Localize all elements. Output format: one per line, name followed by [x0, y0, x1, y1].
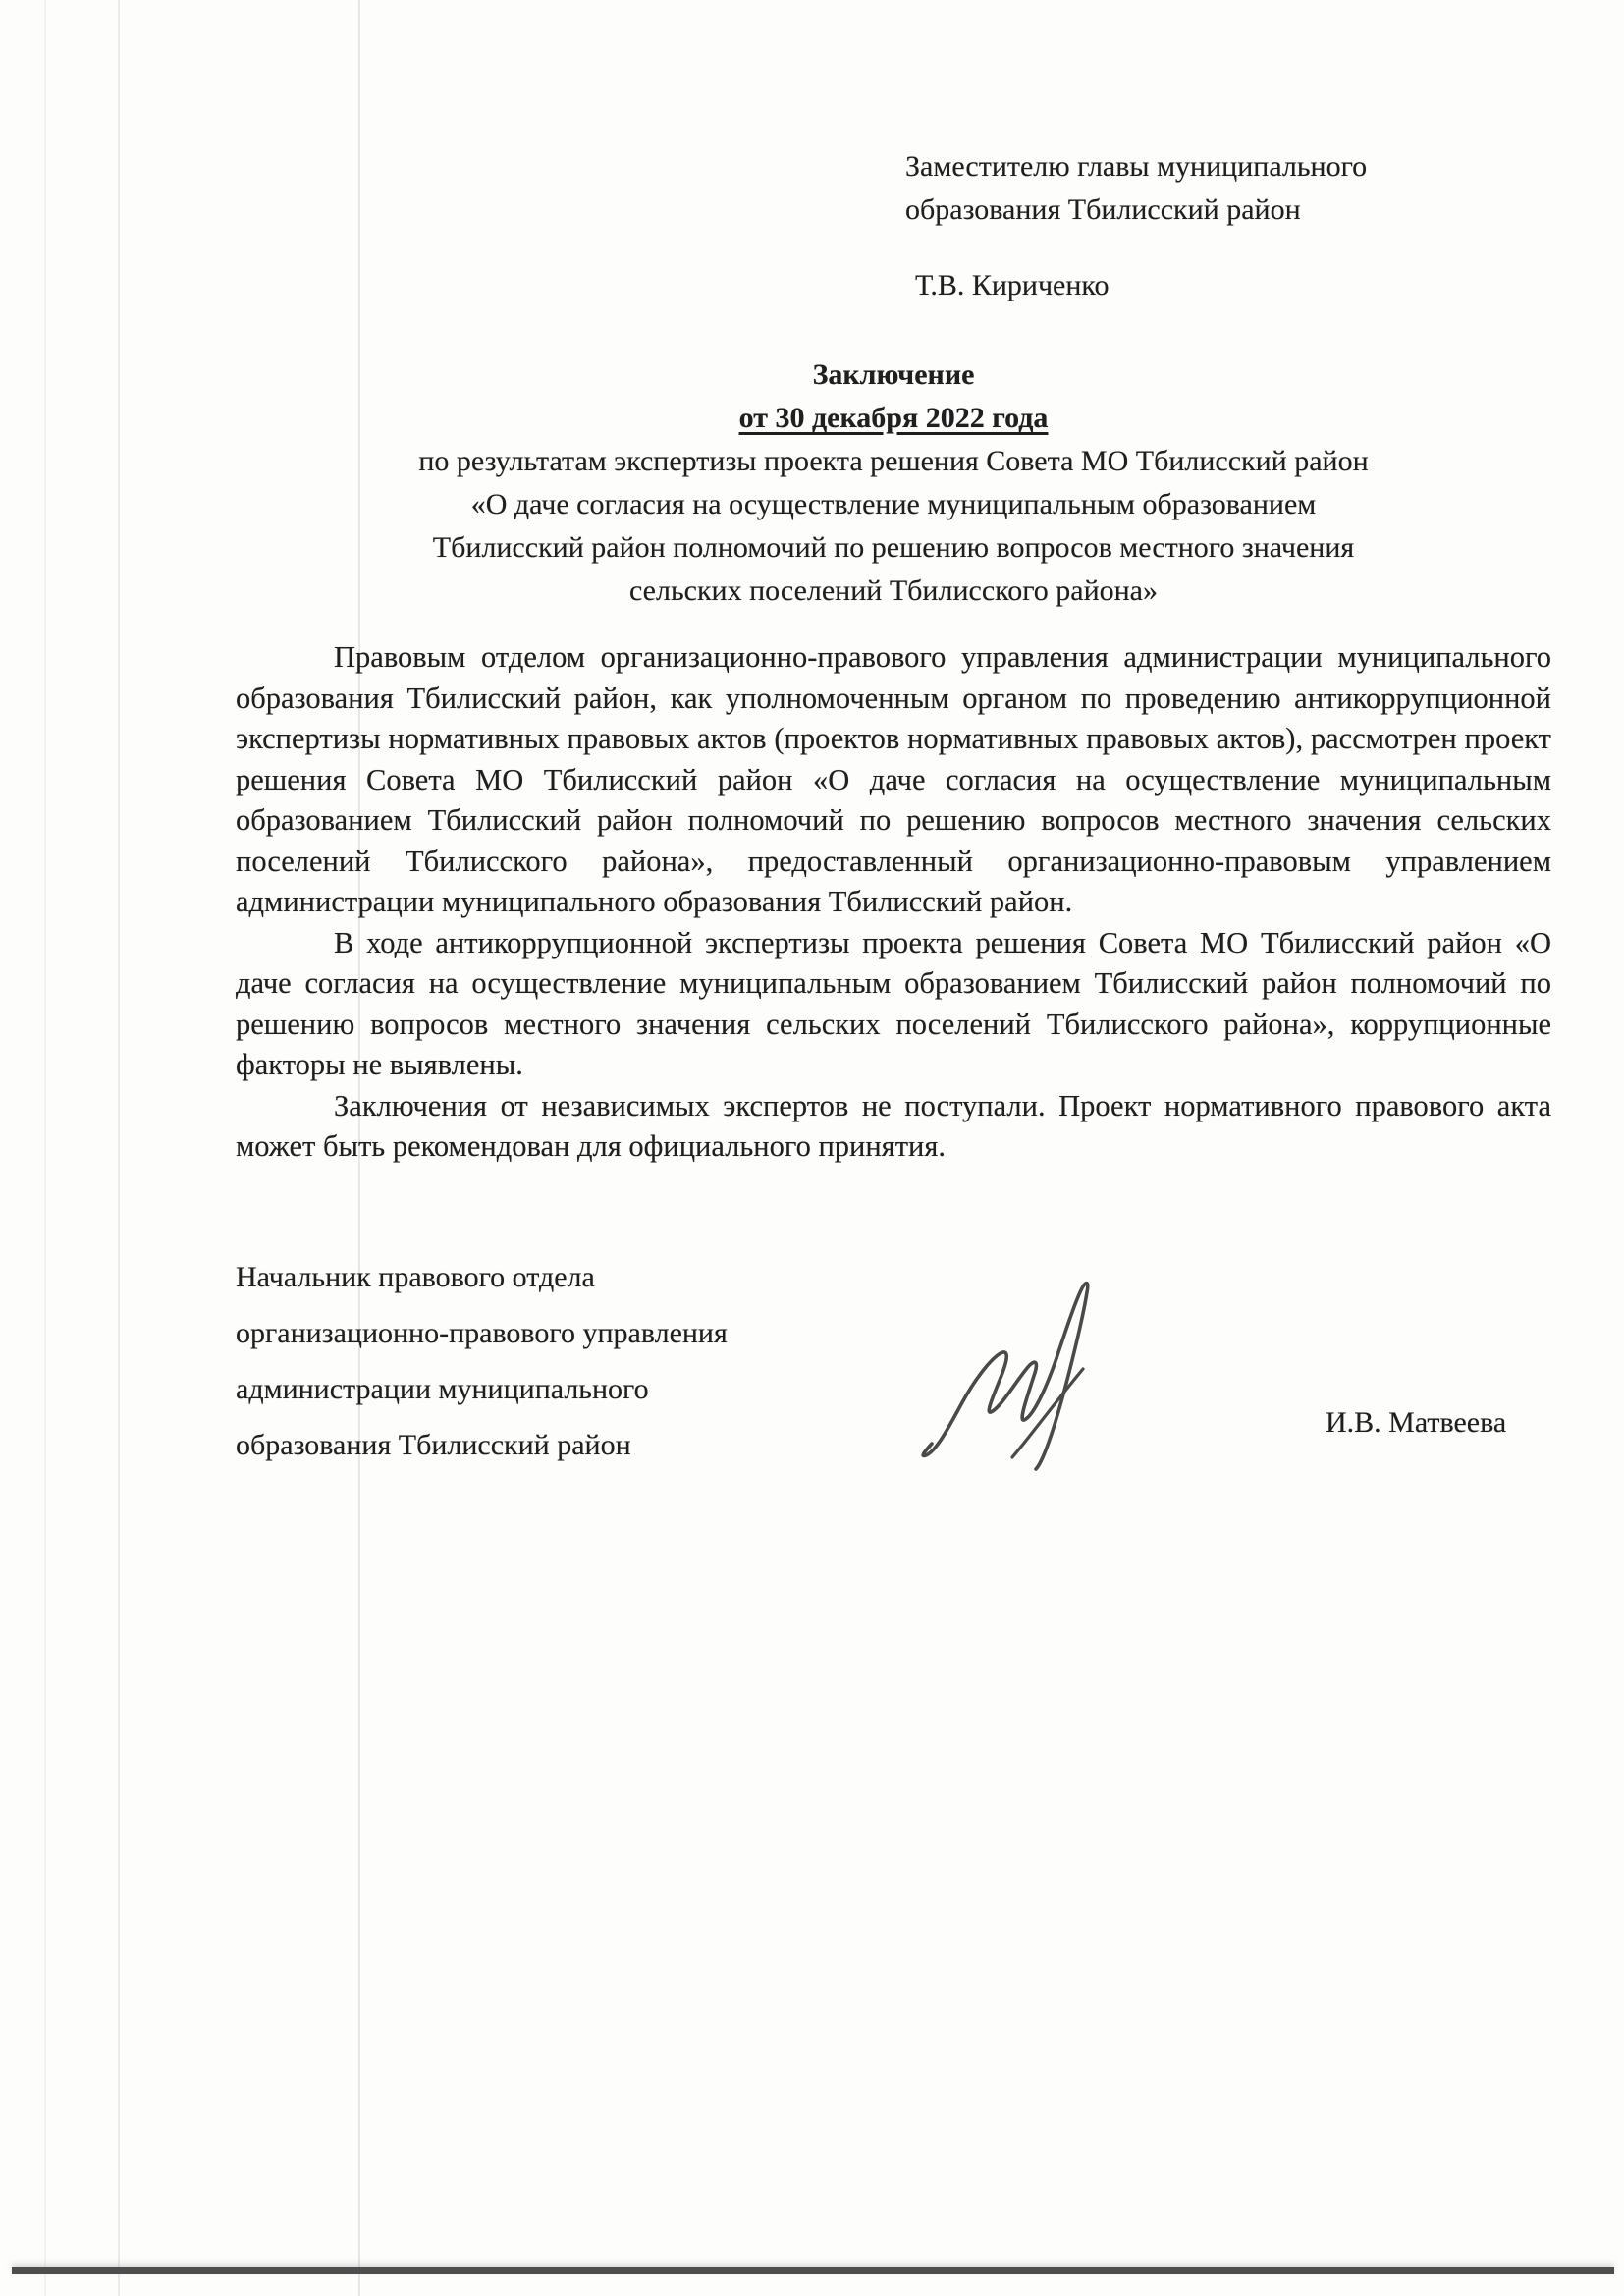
addressee-line-2: образования Тбилисский район: [905, 193, 1301, 226]
document-title: Заключение: [812, 358, 975, 391]
subtitle-line: Тбилисский район полномочий по решению вопросов местного значения: [432, 531, 1355, 564]
recipient-name: Т.В. Кириченко: [915, 269, 1110, 301]
subtitle-line: «О даче согласия на осуществление муниципальным образованием: [470, 488, 1317, 520]
subtitle-line: по результатам экспертизы проекта решения Совета МО Тбилисский район: [418, 445, 1369, 477]
document-title-block: [236, 354, 1551, 613]
scan-streak: [118, 0, 120, 2296]
addressee-block: [905, 145, 1367, 232]
signoff-block: [236, 1249, 728, 1473]
signoff-position-line: Начальник правового отдела: [236, 1261, 595, 1293]
signer-name: И.В. Матвеева: [1326, 1406, 1507, 1439]
addressee-line-1: Заместителю главы муниципального: [905, 150, 1368, 183]
handwritten-signature-icon: [918, 1275, 1144, 1486]
subtitle-line: сельских поселений Тбилисского района»: [629, 574, 1158, 607]
document-body: [236, 637, 1551, 1168]
scan-streak: [44, 0, 46, 2296]
body-paragraph: Правовым отделом организационно-правового управления администрации муниципального образования Тбилисский район, как уполномоченным органом по проведению антикоррупционной экспертизы нормативных правовых актов (проектов нормативных правовых актов), рассмотрен проект решения Совета МО Тбилисский район «О даче согласия на осуществление муниципальным образованием Тбилисский район полномочий по решению вопросов местного значения сельских поселений Тбилисского района», предоставленный организационно-правовым управлением администрации муниципального образования Тбилисский район.: [236, 640, 1551, 918]
page-bottom-scan-edge: [12, 2267, 1614, 2274]
document-date: от 30 декабря 2022 года: [738, 402, 1049, 434]
signoff-position-line: администрации муниципального: [236, 1373, 649, 1405]
body-paragraph: Заключения от независимых экспертов не поступали. Проект нормативного правового акта может быть рекомендован для официального принятия.: [236, 1088, 1551, 1163]
body-paragraph: В ходе антикоррупционной экспертизы проекта решения Совета МО Тбилисский район «О даче согласия на осуществление муниципальным образованием Тбилисский район полномочий по решению вопросов местного значения сельских поселений Тбилисского района», коррупционные факторы не выявлены.: [236, 925, 1551, 1081]
signoff-position-line: образования Тбилисский район: [236, 1429, 631, 1461]
signoff-position-line: организационно-правового управления: [236, 1317, 728, 1349]
